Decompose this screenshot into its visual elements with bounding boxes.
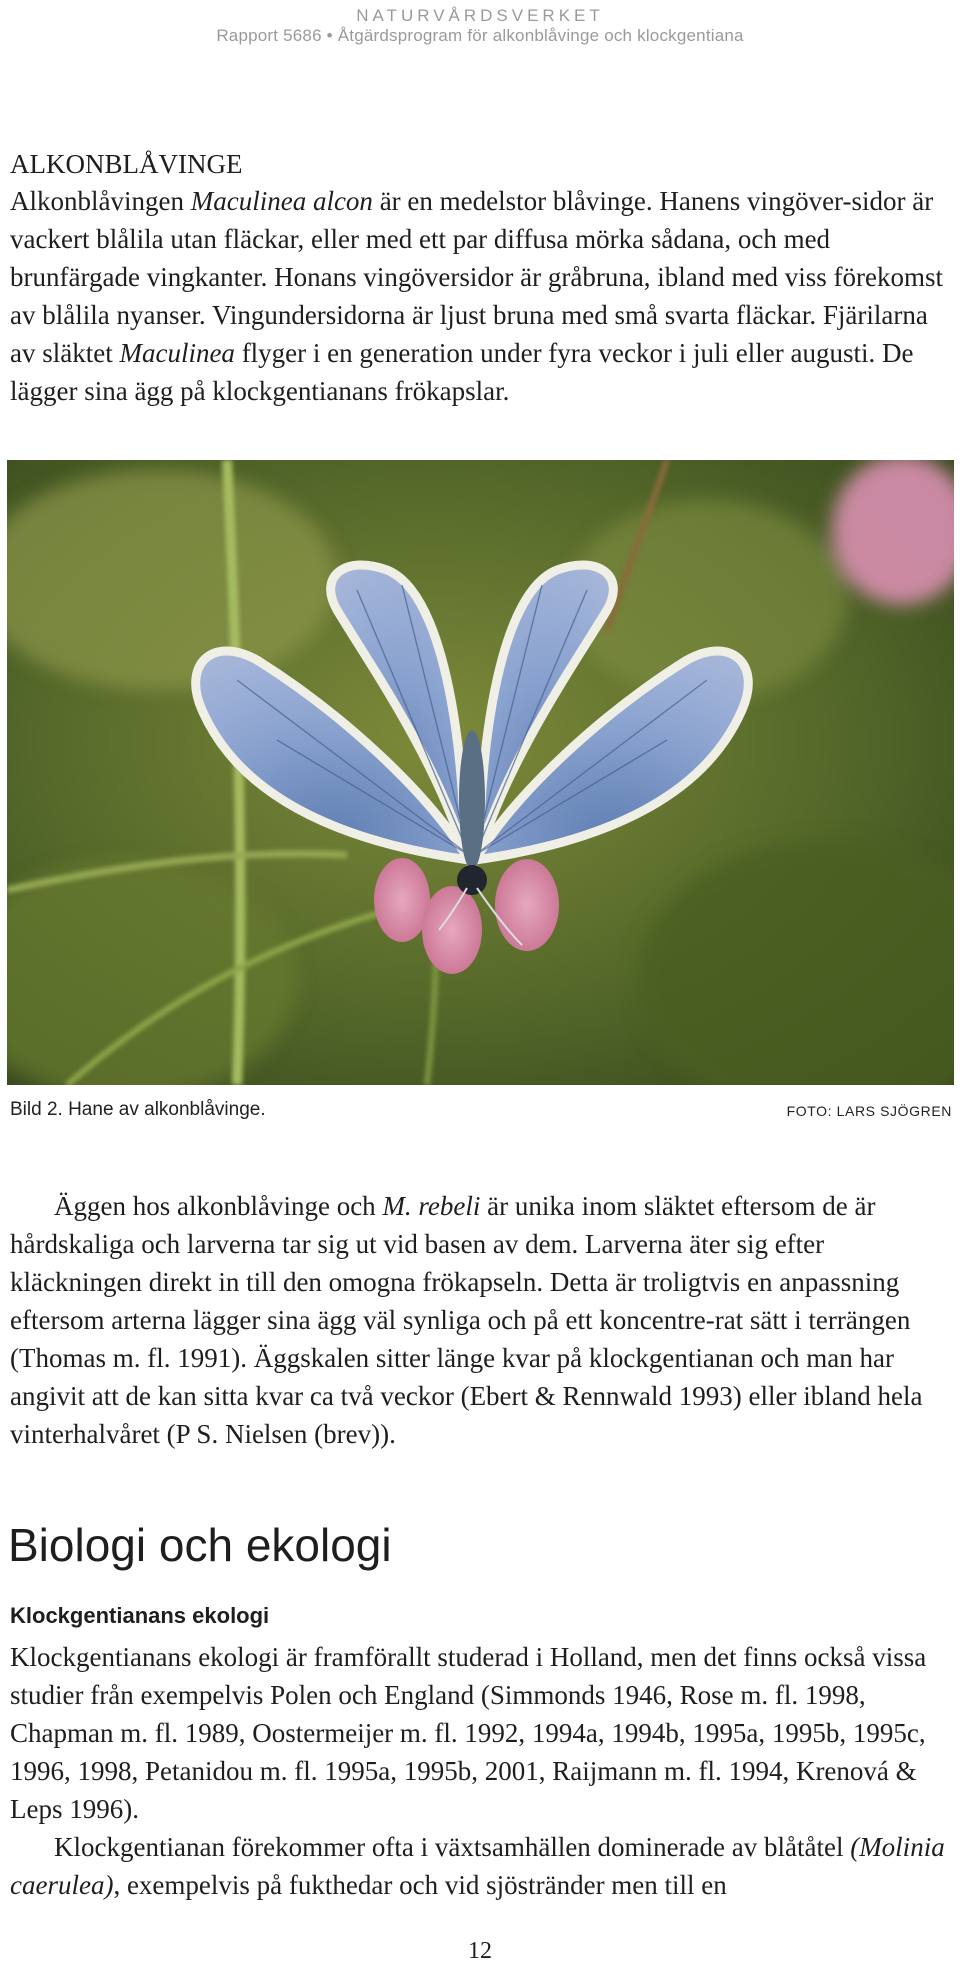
eggs-paragraph: Äggen hos alkonblåvinge och M. rebeli är unika inom släktet eftersom de är hårdskaliga och larverna tar sig ut vid basen av dem. Larverna äter sig efter kläckningen direkt in till den omogna frökapseln. Detta är troligtvis en anpassning eftersom arterna lägger sina ägg väl synliga och på ett koncentre-rat sätt i terrängen (Thomas m. fl. 1991). Äggskalen sitter länge kvar på klockgentianan och man har angivit att de kan sitta kvar ca två veckor (Ebert & Rennwald 1993) eller ibland hela vinterhalvåret (P S. Nielsen (brev)). (10, 1191, 923, 1449)
subsection-heading: Klockgentianans ekologi (10, 1603, 270, 1628)
figure-caption: Bild 2. Hane av alkonblåvinge. (10, 1099, 266, 1120)
publisher-name: NATURVÅRDSVERKET (356, 6, 604, 25)
habitat-paragraph: Klockgentianan förekommer ofta i växtsamhällen dominerade av blåtåtel (Molinia caerulea), exempelvis på fukthedar och vid sjöstränder men till en (10, 1832, 945, 1900)
report-title: Rapport 5686 • Åtgärdsprogram för alkonblåvinge och klockgentiana (216, 26, 744, 45)
page-number: 12 (468, 1938, 492, 1964)
section-heading: ALKONBLÅVINGE (10, 149, 243, 179)
intro-paragraph: Alkonblåvingen Maculinea alcon är en medelstor blåvinge. Hanens vingöver-sidor är vackert blålila utan fläckar, eller med ett par diffusa mörka sådana, och med brunfärgade vingkanter. Honans vingöversidor är gråbruna, ibland med viss förekomst av blålila nyanser. Vingundersidorna är ljust bruna med små svarta fläckar. Fjärilarna av släktet Maculinea flyger i en generation under fyra veckor i juli eller augusti. De lägger sina ägg på klockgentianans frökapslar. (10, 186, 944, 406)
photo-credit: FOTO: LARS SJÖGREN (786, 1103, 952, 1119)
chapter-heading: Biologi och ekologi (8, 1519, 392, 1571)
butterfly-photo (7, 460, 954, 1085)
ecology-paragraph: Klockgentianans ekologi är framförallt studerad i Holland, men det finns också vissa studier från exempelvis Polen och England (Simmonds 1946, Rose m. fl. 1998, Chapman m. fl. 1989, Oostermeijer m. fl. 1992, 1994a, 1994b, 1995a, 1995b, 1995c, 1996, 1998, Petanidou m. fl. 1995a, 1995b, 2001, Raijmann m. fl. 1994, Krenová & Leps 1996). (10, 1642, 927, 1824)
